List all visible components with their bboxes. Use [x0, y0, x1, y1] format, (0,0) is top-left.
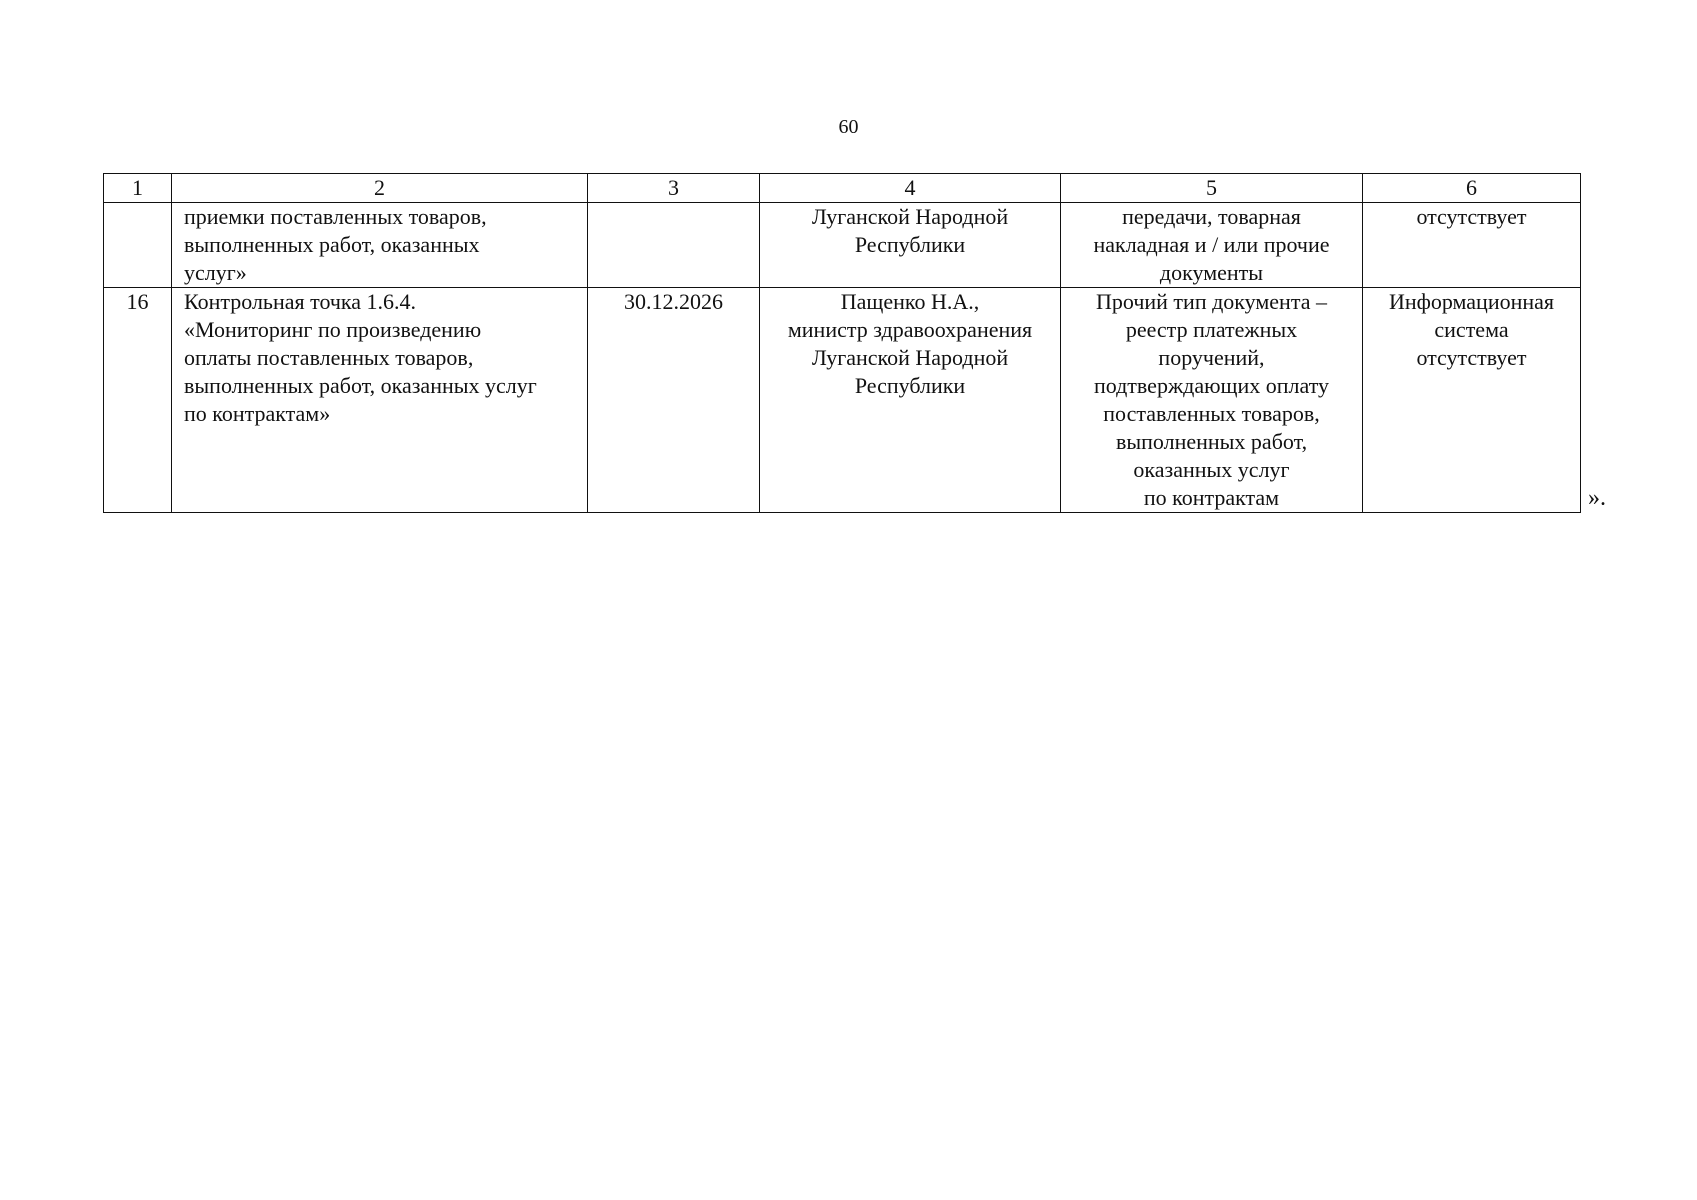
- deadline-cell: [588, 203, 760, 288]
- table-header-row: [104, 174, 1581, 203]
- header-cell-5: 5: [1061, 174, 1363, 203]
- responsible-cell: Луганской Народной Республики: [760, 203, 1061, 288]
- header-cell-2: 2: [172, 174, 588, 203]
- closing-quote: ».: [1588, 485, 1606, 511]
- header-cell-4: 4: [760, 174, 1061, 203]
- info-system-cell: отсутствует: [1363, 203, 1581, 288]
- row-number-cell: 16: [104, 288, 172, 513]
- document-type-cell: Прочий тип документа – реестр платежных поручений, подтверждающих оплату поставленных товаров, выполненных работ, оказанных услуг по контрактам: [1061, 288, 1363, 513]
- info-system-cell: Информационная система отсутствует: [1363, 288, 1581, 513]
- document-type-cell: передачи, товарная накладная и / или прочие документы: [1061, 203, 1363, 288]
- row-number-cell: [104, 203, 172, 288]
- header-cell-1: 1: [104, 174, 172, 203]
- responsible-cell: Пащенко Н.А., министр здравоохранения Луганской Народной Республики: [760, 288, 1061, 513]
- event-name-cell: приемки поставленных товаров, выполненных работ, оказанных услуг»: [172, 203, 588, 288]
- table-row: [104, 203, 1581, 288]
- page-number: 60: [838, 116, 859, 138]
- header-cell-3: 3: [588, 174, 760, 203]
- deadline-cell: 30.12.2026: [588, 288, 760, 513]
- header-cell-6: 6: [1363, 174, 1581, 203]
- event-name-cell: Контрольная точка 1.6.4. «Мониторинг по произведению оплаты поставленных товаров, выполненных работ, оказанных услуг по контрактам»: [172, 288, 588, 513]
- plan-table: [103, 173, 1581, 513]
- table-row: [104, 288, 1581, 513]
